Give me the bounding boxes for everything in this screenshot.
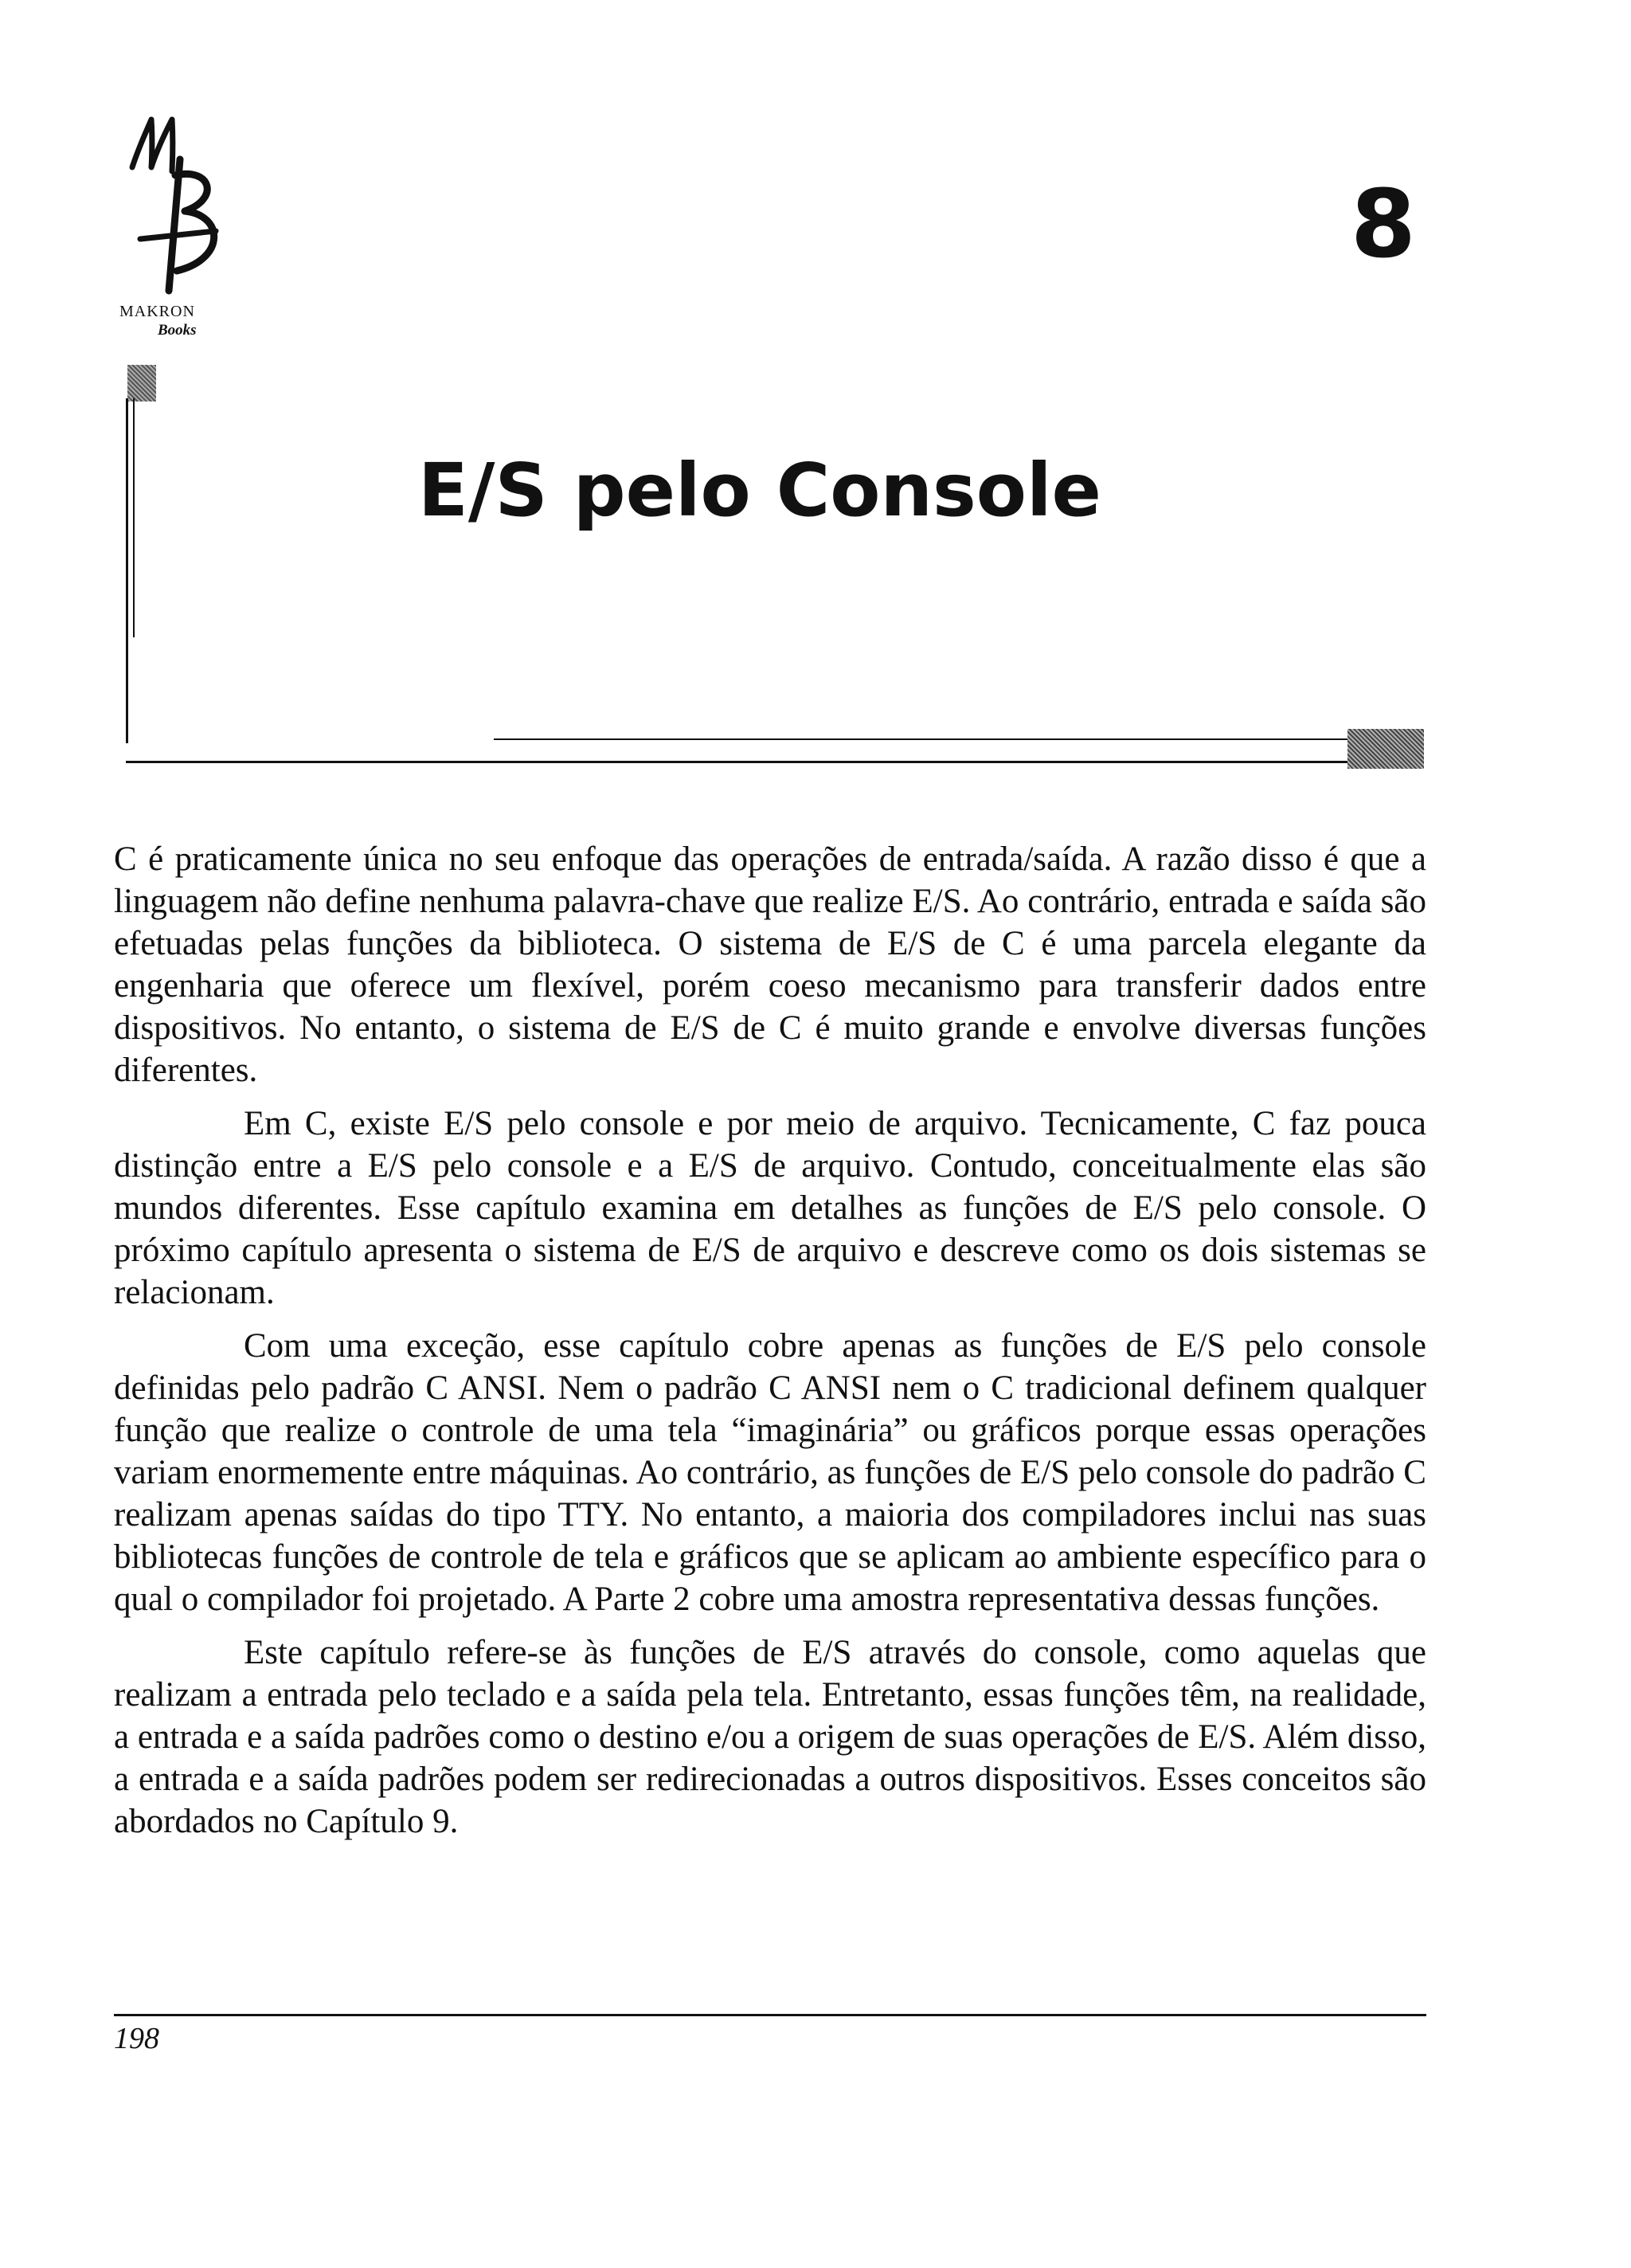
publisher-logo <box>119 112 231 343</box>
frame-vertical-rule-inner <box>133 398 135 637</box>
paragraph: Em C, existe E/S pelo console e por meio de arquivo. Tecnicamente, C faz pouca distinção entre a E/S pelo console e a E/S de arquivo. Contudo, conceitualmente elas são mundos diferentes. Esse capítulo examina em detalhes as funções de E/S pelo console. O próximo capítulo apresenta o sistema de E/S de arquivo e descreve como os dois sistemas se relacionam. <box>114 1105 1426 1311</box>
frame-corner-square-top <box>127 365 156 402</box>
logo-subtitle: Books <box>158 322 197 339</box>
page-number: 198 <box>114 2022 159 2055</box>
paragraph: Este capítulo refere-se às funções de E/S através do console, como aquelas que realizam a entrada pelo teclado e a saída pela tela. Entretanto, essas funções têm, na realidade, a entrada e a saída padrões como o destino e/ou a origem de suas operações de E/S. Além disso, a entrada e a saída padrões podem ser redirecionadas a outros dispositivos. Esses conceitos são abordados no Capítulo 9. <box>114 1634 1426 1840</box>
chapter-body <box>114 838 1426 1854</box>
footer-rule <box>114 2014 1426 2016</box>
frame-horizontal-rule-main <box>126 761 1347 763</box>
chapter-number: 8 <box>1350 169 1416 279</box>
frame-corner-square-bottom <box>1347 729 1424 769</box>
makron-books-logo-icon <box>124 112 228 303</box>
frame-vertical-rule-outer <box>126 398 128 743</box>
paragraph: Com uma exceção, esse capítulo cobre apenas as funções de E/S pelo console definidas pelo padrão C ANSI. Nem o padrão C ANSI nem o C tradicional definem qualquer função que realize o controle de uma tela “imaginária” ou gráficos porque essas operações variam enormemente entre máquinas. Ao contrário, as funções de E/S pelo console do padrão C realizam apenas saídas do tipo TTY. No entanto, a maioria dos compiladores inclui nas suas bibliotecas funções de controle de tela e gráficos que se aplicam ao ambiente específico para o qual o compilador foi projetado. A Parte 2 cobre uma amostra representativa dessas funções. <box>114 1327 1426 1618</box>
chapter-title: E/S pelo Console <box>418 448 1101 533</box>
logo-name: MAKRON <box>119 303 195 320</box>
paragraph: C é praticamente única no seu enfoque das operações de entrada/saída. A razão disso é que a linguagem não define nenhuma palavra-chave que realize E/S. Ao contrário, entrada e saída são efetuadas pelas funções da biblioteca. O sistema de E/S de C é uma parcela elegante da engenharia que oferece um flexível, porém coeso mecanismo para transferir dados entre dispositivos. No entanto, o sistema de E/S de C é muito grande e envolve diversas funções diferentes. <box>114 840 1426 1089</box>
frame-horizontal-rule-thin <box>494 738 1347 740</box>
